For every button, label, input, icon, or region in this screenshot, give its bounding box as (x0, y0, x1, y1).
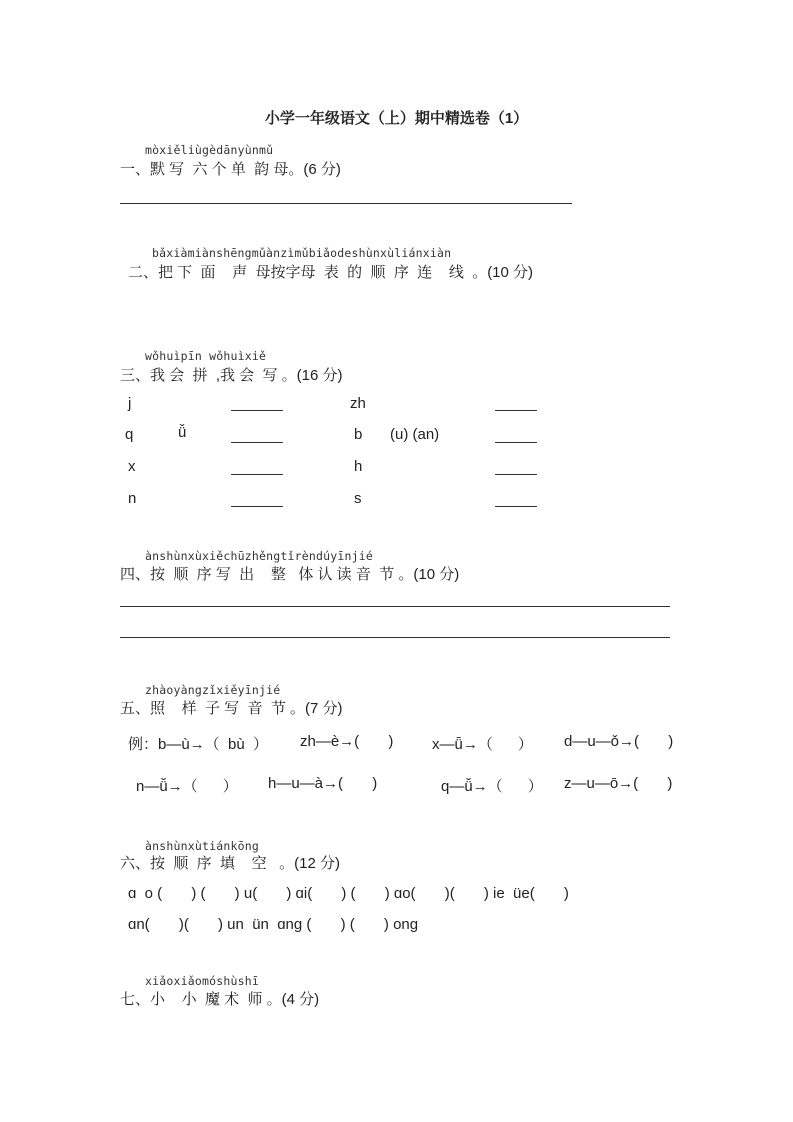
section-1-heading: 一、默 写 六 个 单 韵 母。(6 分) (120, 161, 341, 178)
answer-blank[interactable] (231, 442, 283, 443)
section-2-pinyin: bǎxiàmiànshēngmǔànzìmǔbiǎodeshùnxùliánxiàn (152, 246, 452, 260)
syllable-left: q (125, 426, 134, 443)
syllable-right: b (354, 426, 363, 443)
exercise-item[interactable]: q—ǚ→（ ） (441, 778, 543, 795)
answer-line[interactable] (120, 606, 670, 607)
section-5-pinyin: zhàoyàngzǐxiěyīnjié (145, 683, 281, 697)
exercise-item[interactable]: n—ǚ→（ ） (136, 778, 238, 795)
syllable-left: n (128, 490, 137, 507)
section-4-pinyin: ànshùnxùxiěchūzhěngtǐrèndúyīnjié (145, 549, 373, 563)
section-3-heading: 三、我 会 拼 ,我 会 写 。(16 分) (120, 367, 343, 384)
answer-blank[interactable] (495, 474, 537, 475)
section-5-heading: 五、照 样 子 写 音 节 。(7 分) (120, 700, 343, 717)
fill-in-row[interactable]: ɑn( )( ) un ün ɑng ( ) ( ) ong (128, 916, 419, 933)
answer-blank[interactable] (231, 410, 283, 411)
syllable-right: zh (350, 395, 366, 412)
answer-blank[interactable] (231, 506, 283, 507)
exercise-item[interactable]: h—u—à→( ) (268, 775, 378, 792)
section-7-heading: 七、小 小 魔 术 师 。(4 分) (120, 991, 320, 1008)
exercise-item[interactable]: d—u—ǒ→( ) (564, 733, 674, 750)
example-item: 例：b—ù→（ bù ） (128, 736, 269, 753)
answer-blank[interactable] (495, 410, 537, 411)
syllable-left: j (128, 395, 132, 412)
section-6-heading: 六、按 顺 序 填 空 。(12 分) (120, 855, 341, 872)
section-4-heading: 四、按 顺 序 写 出 整 体 认 读 音 节 。(10 分) (120, 566, 460, 583)
answer-line[interactable] (120, 637, 670, 638)
syllable-right: h (354, 458, 363, 475)
syllable-extra: (u) (an) (390, 426, 440, 443)
answer-blank[interactable] (231, 474, 283, 475)
section-1-pinyin: mòxiěliùgèdānyùnmǔ (145, 143, 274, 157)
syllable-right: s (354, 490, 362, 507)
section-3-pinyin: wǒhuìpīn wǒhuìxiě (145, 349, 267, 363)
exercise-item[interactable]: x—ǖ→（ ） (432, 736, 533, 753)
section-7-pinyin: xiǎoxiǎomóshùshī (145, 974, 259, 988)
section-2-heading: 二、把 下 面 声 母按字母 表 的 顺 序 连 线 。(10 分) (128, 264, 534, 281)
exercise-item[interactable]: zh—è→( ) (300, 733, 394, 750)
page-title: 小学一年级语文（上）期中精选卷（1） (264, 110, 529, 127)
syllable-extra: ǚ (178, 424, 187, 441)
section-6-pinyin: ànshùnxùtiánkōng (145, 839, 259, 853)
syllable-left: x (128, 458, 136, 475)
exercise-item[interactable]: z—u—ō→( ) (564, 775, 673, 792)
answer-line[interactable] (120, 203, 572, 204)
fill-in-row[interactable]: ɑ o ( ) ( ) u( ) ɑi( ) ( ) ɑo( )( ) ie üe( ) (128, 885, 569, 902)
answer-blank[interactable] (495, 506, 537, 507)
answer-blank[interactable] (495, 442, 537, 443)
